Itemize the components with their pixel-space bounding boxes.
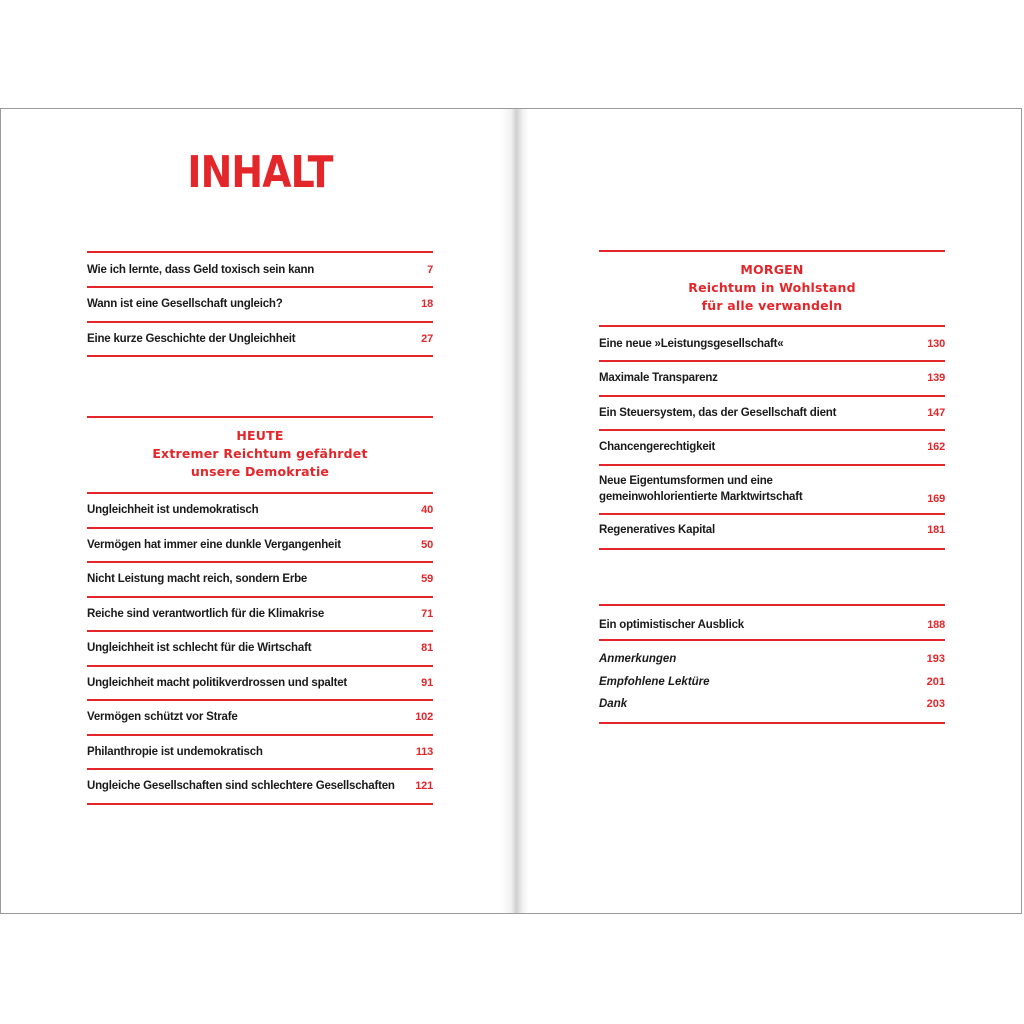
entry-title: Vermögen schützt vor Strafe — [87, 711, 238, 724]
toc-entry[interactable] — [87, 563, 433, 598]
section-subtitle-line2: unsere Demokratie — [190, 464, 330, 479]
entry-page: 91 — [421, 676, 433, 689]
toc-entry[interactable] — [599, 606, 945, 641]
entry-title: Vermögen hat immer eine dunkle Vergangenheit — [87, 538, 341, 551]
entry-title: Nicht Leistung macht reich, sondern Erbe — [87, 573, 308, 586]
section-label: HEUTE — [236, 428, 284, 443]
entry-title: Wann ist eine Gesellschaft ungleich? — [87, 298, 283, 311]
toc-entry[interactable] — [599, 431, 945, 466]
entry-title: Eine kurze Geschichte der Ungleichheit — [87, 332, 296, 345]
entry-page: 169 — [927, 493, 945, 505]
entry-page: 40 — [421, 504, 433, 517]
entry-title: Reiche sind verantwortlich für die Klimakrise — [87, 607, 325, 620]
toc-entry[interactable] — [87, 701, 433, 736]
entry-title: Ungleichheit ist schlecht für die Wirtschaft — [87, 642, 312, 655]
entry-page: 193 — [926, 653, 945, 666]
entry-title: Chancengerechtigkeit — [599, 441, 716, 454]
section-subtitle-line1: Extremer Reichtum gefährdet — [152, 446, 368, 461]
page-title: INHALT — [187, 147, 333, 198]
appendix-list — [599, 641, 945, 724]
toc-entry[interactable] — [599, 397, 945, 432]
entry-title-line1: Neue Eigentumsformen und eine — [599, 475, 773, 487]
entry-title: Empfohlene Lektüre — [599, 675, 710, 688]
entry-page: 181 — [927, 524, 945, 536]
entry-title — [599, 473, 810, 505]
section-heading — [87, 418, 433, 494]
toc-entry[interactable] — [87, 667, 433, 702]
entry-title: Regeneratives Kapital — [599, 524, 715, 536]
entry-title-line2: gemeinwohlorientierte Marktwirtschaft — [599, 491, 803, 503]
toc-entry[interactable] — [87, 494, 433, 529]
section-heute — [87, 416, 433, 805]
entry-page: 59 — [421, 573, 433, 586]
entry-page: 27 — [421, 332, 433, 345]
entry-page: 203 — [926, 698, 945, 711]
section-subtitle-line1: Reichtum in Wohlstand — [688, 280, 856, 295]
toc-entry[interactable] — [87, 323, 433, 358]
entry-title: Maximale Transparenz — [599, 372, 718, 385]
toc-entry[interactable] — [599, 671, 945, 694]
entry-page: 188 — [927, 619, 945, 631]
section-heading — [599, 252, 945, 327]
entry-title: Philanthropie ist undemokratisch — [87, 745, 263, 758]
section-subtitle-line2: für alle verwandeln — [701, 298, 843, 313]
entry-page: 102 — [415, 711, 433, 724]
toc-entry[interactable] — [599, 693, 945, 716]
section-label: MORGEN — [740, 262, 804, 277]
toc-entry[interactable] — [599, 362, 945, 397]
outlook-block — [599, 604, 945, 724]
entry-title: Ein Steuersystem, das der Gesellschaft dient — [599, 406, 837, 419]
intro-list — [87, 251, 433, 357]
toc-entry[interactable] — [599, 515, 945, 550]
entry-page: 113 — [415, 745, 433, 758]
entry-page: 121 — [415, 780, 433, 793]
entry-page: 71 — [421, 607, 433, 620]
left-page — [1, 109, 511, 913]
entry-page: 81 — [421, 642, 433, 655]
entry-page: 201 — [926, 675, 945, 688]
entry-page: 147 — [927, 406, 945, 419]
toc-entry[interactable] — [87, 598, 433, 633]
entry-page: 7 — [427, 263, 433, 276]
entry-page: 18 — [421, 298, 433, 311]
book-spread — [0, 108, 1022, 914]
toc-entry[interactable] — [87, 288, 433, 323]
entry-page: 50 — [421, 538, 433, 551]
toc-entry[interactable] — [599, 466, 945, 516]
toc-entry[interactable] — [599, 327, 945, 362]
entry-page: 162 — [927, 441, 945, 454]
toc-entry[interactable] — [87, 736, 433, 771]
entry-title: Ungleichheit ist undemokratisch — [87, 504, 259, 517]
entry-title: Ungleiche Gesellschaften sind schlechtere Gesellschaften — [87, 780, 395, 793]
toc-entry[interactable] — [599, 648, 945, 671]
toc-entry[interactable] — [87, 253, 433, 288]
entry-page: 139 — [927, 372, 945, 385]
entry-title: Wie ich lernte, dass Geld toxisch sein kann — [87, 263, 315, 276]
entry-title: Eine neue »Leistungsgesellschaft« — [599, 337, 784, 350]
entry-title: Ein optimistischer Ausblick — [599, 619, 744, 631]
toc-entry[interactable] — [87, 632, 433, 667]
toc-entry[interactable] — [87, 770, 433, 805]
right-page — [515, 109, 1023, 913]
entry-title: Dank — [599, 698, 628, 711]
section-morgen — [599, 250, 945, 550]
entry-title: Ungleichheit macht politikverdrossen und spaltet — [87, 676, 348, 689]
toc-entry[interactable] — [87, 529, 433, 564]
entry-page: 130 — [927, 337, 945, 350]
entry-title: Anmerkungen — [599, 653, 677, 666]
